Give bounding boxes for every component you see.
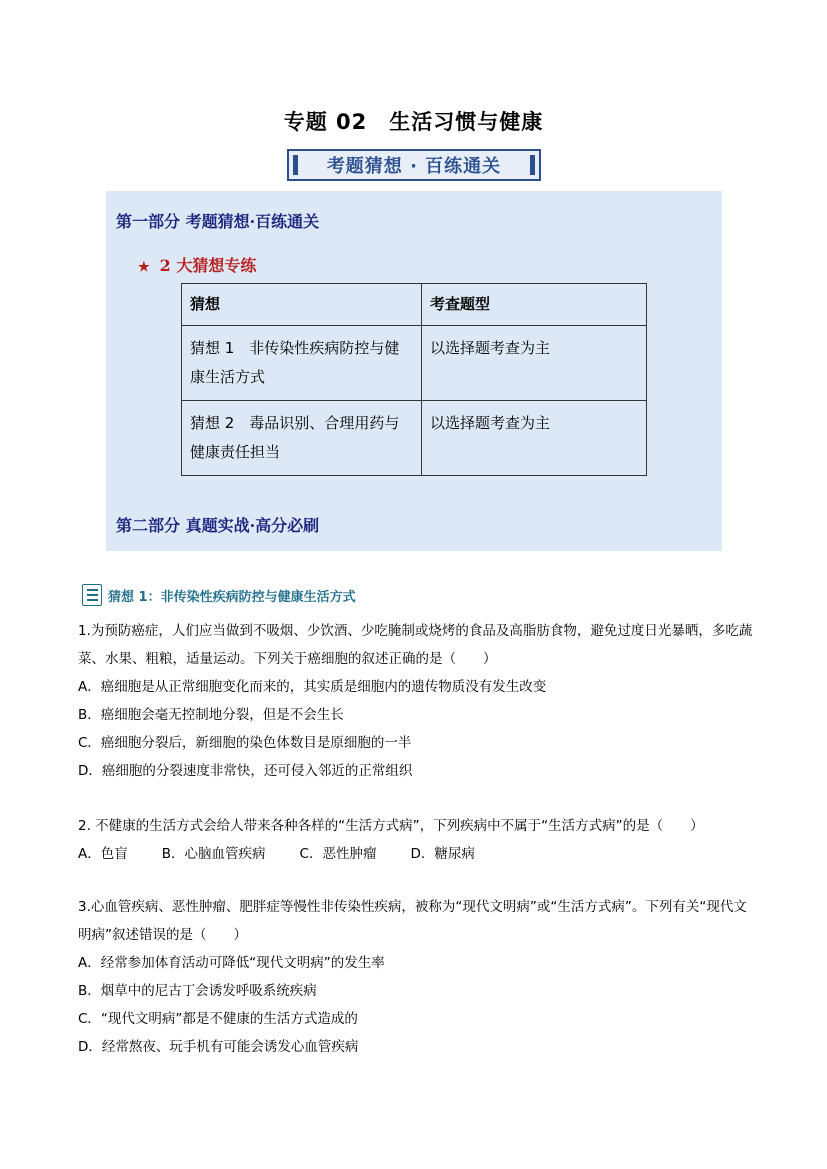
part-two-heading: 第二部分 真题实战·高分必刷 [116, 516, 320, 535]
option-a: A．色盲 [78, 846, 128, 862]
section-title: 猜想 1：非传染性疾病防控与健康生活方式 [108, 589, 356, 605]
table-header-row [182, 284, 647, 326]
table-header-type: 考查题型 [422, 284, 647, 326]
question-stem: 2. 不健康的生活方式会给人带来各种各样的“生活方式病”，下列疾病中不属于“生活方式病”的是（ ） [78, 818, 704, 834]
table-row [182, 326, 647, 401]
option-c: C．“现代文明病”都是不健康的生活方式造成的 [78, 1011, 358, 1027]
question-2 [78, 812, 758, 868]
table-cell-type: 以选择题考查为主 [422, 401, 647, 476]
overview-panel [106, 191, 722, 551]
table-row [182, 401, 647, 476]
option-c: C．恶性肿瘤 [299, 846, 377, 862]
option-a: A．癌细胞是从正常细胞变化而来的，其实质是细胞内的遗传物质没有发生改变 [78, 679, 547, 695]
question-1 [78, 617, 758, 785]
question-3 [78, 893, 758, 1061]
star-icon: ★ [138, 260, 150, 275]
option-b: B．癌细胞会毫无控制地分裂，但是不会生长 [78, 707, 344, 723]
document-title: 专题 02 生活习惯与健康 [283, 110, 544, 134]
option-b: B．烟草中的尼古丁会诱发呼吸系统疾病 [78, 983, 317, 999]
table-header-guess: 猜想 [182, 284, 422, 326]
option-b: B．心脑血管疾病 [161, 846, 266, 862]
options-row [78, 840, 758, 868]
guess-count-label: 2 大猜想专练 [159, 256, 257, 275]
option-d: D．糖尿病 [410, 846, 475, 862]
table-cell-type: 以选择题考查为主 [422, 326, 647, 401]
table-cell-guess: 猜想 1 非传染性疾病防控与健康生活方式 [182, 326, 422, 401]
option-d: D．经常熬夜、玩手机有可能会诱发心血管疾病 [78, 1039, 359, 1055]
guess-count-heading [138, 253, 256, 276]
guess-table [181, 283, 647, 476]
question-stem: 1.为预防癌症，人们应当做到不吸烟、少饮酒、少吃腌制或烧烤的食品及高脂肪食物，避免过度日光暴晒，多吃蔬菜、水果、粗粮，适量运动。下列关于癌细胞的叙述正确的是（ ） [78, 623, 753, 667]
section-banner [287, 149, 541, 181]
part-one-heading: 第一部分 考题猜想·百练通关 [116, 212, 320, 231]
section-heading [82, 584, 356, 606]
table-cell-guess: 猜想 2 毒品识别、合理用药与健康责任担当 [182, 401, 422, 476]
banner-text: 考题猜想 · 百练通关 [326, 156, 502, 177]
checklist-icon [82, 584, 102, 606]
option-d: D．癌细胞的分裂速度非常快，还可侵入邻近的正常组织 [78, 763, 413, 779]
option-c: C．癌细胞分裂后，新细胞的染色体数目是原细胞的一半 [78, 735, 412, 751]
question-stem: 3.心血管疾病、恶性肿瘤、肥胖症等慢性非传染性疾病，被称为“现代文明病”或“生活方式病”。下列有关“现代文明病”叙述错误的是（ ） [78, 899, 747, 943]
option-a: A．经常参加体育活动可降低“现代文明病”的发生率 [78, 955, 385, 971]
